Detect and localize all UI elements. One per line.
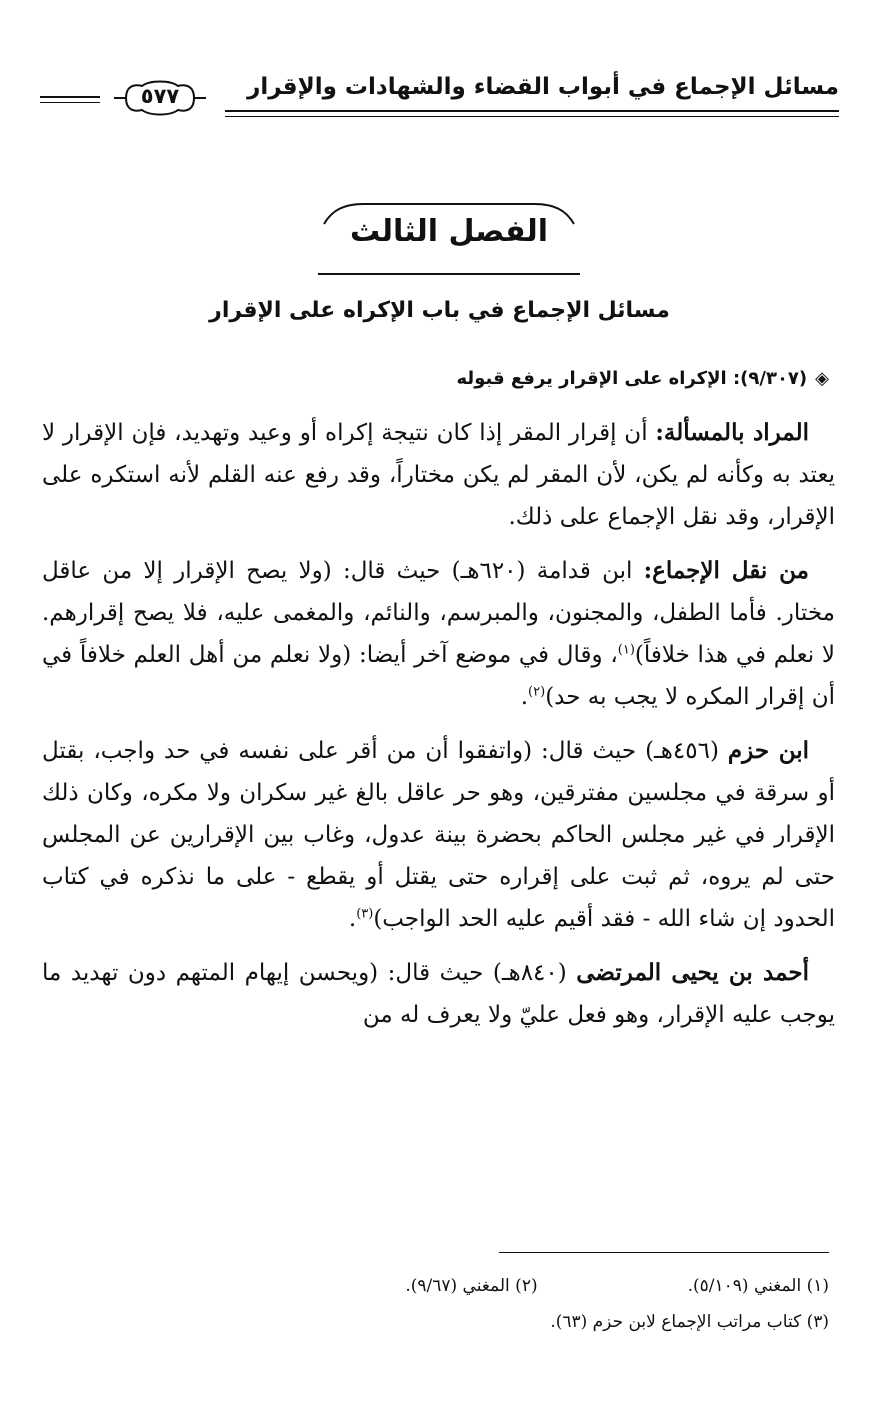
chapter-heading [314, 196, 584, 276]
paragraph-lead: ابن حزم [727, 737, 809, 764]
paragraph-text: أن إقرار المقر إذا كان نتيجة إكراه أو وعيد وتهديد، فإن الإقرار لا يعتد به وكأنه لم يكن، لأن المقر لم يكن مختاراً، وقد رفع عنه القلم لأنه استكره على الإقرار، وقد نقل الإجماع على ذلك. [42, 420, 835, 530]
paragraph-text: ابن قدامة (٦٢٠هـ) حيث قال: (ولا يصح الإقرار إلا من عاقل مختار. فأما الطفل، والمجنون، والمبرسم، والنائم، والمغمى عليه، فلا يصح إقرارهم. لا نعلم في هذا خلافاً) [42, 558, 835, 668]
diamond-bullet-icon: ◈ [815, 368, 829, 389]
footnote-ref[interactable]: (٢) [528, 684, 546, 700]
footnote-2: (٢) المغني (٩/٦٧). [405, 1276, 538, 1296]
paragraph-ibn-qudama [42, 550, 835, 718]
chapter-title: الفصل الثالث [349, 214, 548, 249]
paragraph-lead: أحمد بن يحيى المرتضى [576, 959, 809, 986]
footnote-row [60, 1268, 829, 1304]
footnote-1: (١) المغني (٥/١٠٩). [687, 1276, 829, 1296]
issue-heading [457, 368, 829, 389]
header-rule-left [40, 96, 100, 98]
running-header [40, 64, 839, 124]
paragraph-definition [42, 412, 835, 538]
paragraph-text: (٤٥٦هـ) حيث قال: (واتفقوا أن من أقر على نفسه في حد واجب، بقتل أو سرقة في مجلسين مفترقين، وهو حر عاقل بالغ غير سكران ولا مكره، وكان ذلك الإقرار في غير مجلس الحاكم بحضرة بينة عدول، وغاب بين الإقرارين عن المجلس حتى لم يروه، ثم ثبت على إقراره حتى يقتل أو يقطع - على ما نذكره في كتاب الحدود إن شاء الله - فقد أقيم عليه الحد الواجب) [42, 738, 835, 932]
paragraph-lead: من نقل الإجماع: [643, 557, 809, 584]
page-number-badge [112, 76, 208, 120]
issue-label: (٩/٣٠٧): الإكراه على الإقرار يرفع قبوله [456, 368, 808, 389]
paragraph-text: (٨٤٠هـ) حيث قال: (ويحسن إيهام المتهم دون تهديد ما يوجب عليه الإقرار، وهو فعل عليّ ولا يعرف له من [42, 960, 835, 1028]
footnote-separator [499, 1252, 829, 1253]
paragraph-text: ، وقال في موضع آخر أيضا: (ولا نعلم من أهل العلم خلافاً في أن إقرار المكره لا يجب به حد) [42, 642, 835, 710]
footnote-ref[interactable]: (٣) [356, 906, 374, 922]
footnote-ref[interactable]: (١) [617, 642, 635, 658]
paragraph-murtada [42, 952, 835, 1036]
body-text [42, 412, 835, 1048]
paragraph-lead: المراد بالمسألة: [655, 419, 810, 446]
footnote-row [60, 1304, 829, 1340]
header-rule [225, 110, 839, 112]
running-header-title: مسائل الإجماع في أبواب القضاء والشهادات والإقرار [247, 74, 839, 100]
paragraph-text: . [520, 684, 529, 710]
footnote-3: (٣) كتاب مراتب الإجماع لابن حزم (٦٣). [550, 1312, 829, 1332]
header-rule-left-thin [40, 102, 100, 103]
section-title: مسائل الإجماع في باب الإكراه على الإقرار [209, 298, 670, 323]
header-rule-thin [225, 116, 839, 117]
footnotes [60, 1268, 829, 1340]
page-number: ٥٧٧ [140, 84, 180, 108]
paragraph-text: . [348, 906, 357, 932]
paragraph-ibn-hazm [42, 730, 835, 940]
